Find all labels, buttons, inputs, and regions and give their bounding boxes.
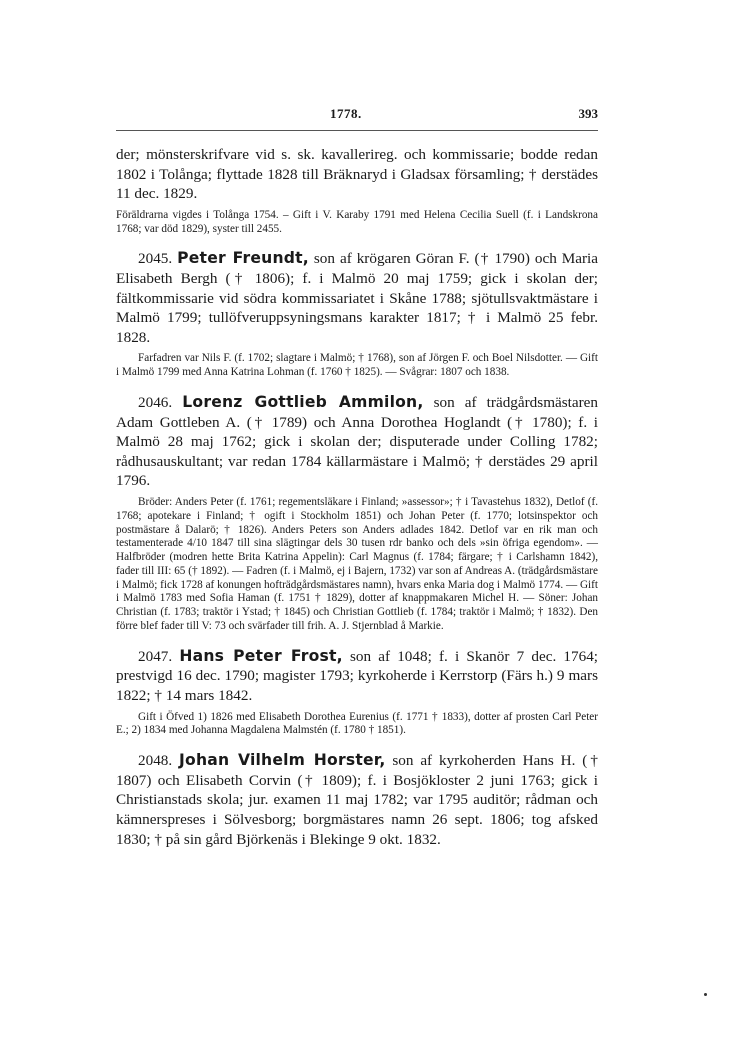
page-content [116, 106, 598, 849]
entry-number: 2046. [138, 393, 173, 411]
entry-number: 2047. [138, 647, 173, 665]
stray-ink-dot [704, 993, 707, 996]
entry-2045 [116, 249, 598, 380]
header-rule [116, 130, 598, 131]
page-number: 393 [578, 106, 598, 121]
continuation-text: der; mönsterskrifvare vid s. sk. kavallerireg. och kommissarie; bodde redan 1802 i Tolånga; flyttade 1828 till Bräknaryd i Gladsax församling; † derstädes 11 dec. 1829. [116, 146, 598, 203]
entry-name: Peter Freundt, [177, 249, 309, 268]
entry-text: son af 1048; f. i Skanör 7 dec. 1764; prestvigd 16 dec. 1790; magister 1793; kyrkoherde i Kerrstorp (Färs h.) 9 mars 1822; † 14 mars 1842. [116, 647, 599, 705]
entry-note: Bröder: Anders Peter (f. 1761; regementsläkare i Finland; »assessor»; † i Tavastehus 1832), Detlof (f. 1768; apotekare i Finland; † ogift i Stockholm 1851) och Johan Peter (f. 1770; lotsinspektor och postmästare å Dalarö; † 1826). Anders Peters son Anders adlades 1842. Detlof var en rik man och testamenterade 4/10 1847 till sina slägtingar dels 30 tusen rdr banko och dels »sin öfriga egendom». — Halfbröder (modren hette Brita Katrina Appelin): Carl Magnus (f. 1784; färgare; † i Carlshamn 1842), fader till III: 65 († 1892). — Fadren (f. i Malmö, ej i Bajern, 1732) var son af Andreas A. (trädgårdsmästare i Malmö; fick 1728 af konungen hofträdgårdsmästares namn), hvars enka Maria dog i Malmö 1774. — Gift i Malmö 1783 med Sofia Haman (f. 1751 † 1829), dotter af knappmakaren Michel H. — Söner: Johan Christian (f. 1783; traktör i Ystad; † 1845) och Christian Gottlieb (f. 1784; traktör i Malmö; † 1832). Den förre blef fader till V: 73 och svärfader till frih. A. J. Stjernblad å Markie. [116, 495, 598, 633]
entry-number: 2048. [138, 752, 173, 770]
running-header [116, 106, 598, 124]
entry-text: son af kyrkoherden Hans H. († 1807) och Elisabeth Corvin († 1809); f. i Bosjökloster 2 juni 1763; gick i Christianstads skola; jur. examen 11 maj 1782; var 1795 auditör; rådman och kämnerspreses i Sölvesborg; borgmästares namn 26 sept. 1806; tog afsked 1830; † på sin gård Björkenäs i Blekinge 9 okt. 1832. [116, 752, 598, 848]
entry-note: Gift i Öfved 1) 1826 med Elisabeth Dorothea Eurenius (f. 1771 † 1833), dotter af prosten Carl Peter E.; 2) 1834 med Johanna Magdalena Malmstén (f. 1780 † 1851). [116, 710, 598, 737]
entry-2046 [116, 393, 598, 634]
entry-2048 [116, 751, 598, 849]
entry-name: Lorenz Gottlieb Ammilon, [182, 392, 424, 411]
entry-2047 [116, 647, 598, 738]
entry-note: Farfadren var Nils F. (f. 1702; slagtare i Malmö; † 1768), son af Jörgen F. och Boel Nilsdotter. — Gift i Malmö 1799 med Anna Katrina Lohman (f. 1760 † 1825). — Svågrar: 1807 och 1838. [116, 352, 598, 379]
entry-text: son af krögaren Göran F. († 1790) och Maria Elisabeth Bergh († 1806); f. i Malmö 20 maj 1759; gick i skolan der; fältkommissarie vid södra kommissariatet i Skåne 1788; sjötullsvaktmästare i Malmö 1799; tullöfveruppsyningsmans karakter 1817; † i Malmö 25 febr. 1828. [116, 250, 599, 346]
header-year: 1778. [330, 106, 362, 121]
entry-text: son af trädgårdsmästaren Adam Gottleben A. († 1789) och Anna Dorothea Hoglandt († 1780); f. i Malmö 28 maj 1762; gick i skolan der; disputerade under Colling 1782; rådhusauskultant; var redan 1784 källarmästare i Malmö; † derstädes 29 april 1796. [116, 393, 599, 490]
continuation-note: Föräldrarna vigdes i Tolånga 1754. – Gift i V. Karaby 1791 med Helena Cecilia Suell (f. i Landskrona 1768; var död 1829), syster till 2455. [116, 208, 598, 235]
entry-name: Johan Vilhelm Horster, [179, 751, 386, 770]
entry-number: 2045. [138, 250, 173, 268]
entry-name: Hans Peter Frost, [179, 646, 343, 665]
